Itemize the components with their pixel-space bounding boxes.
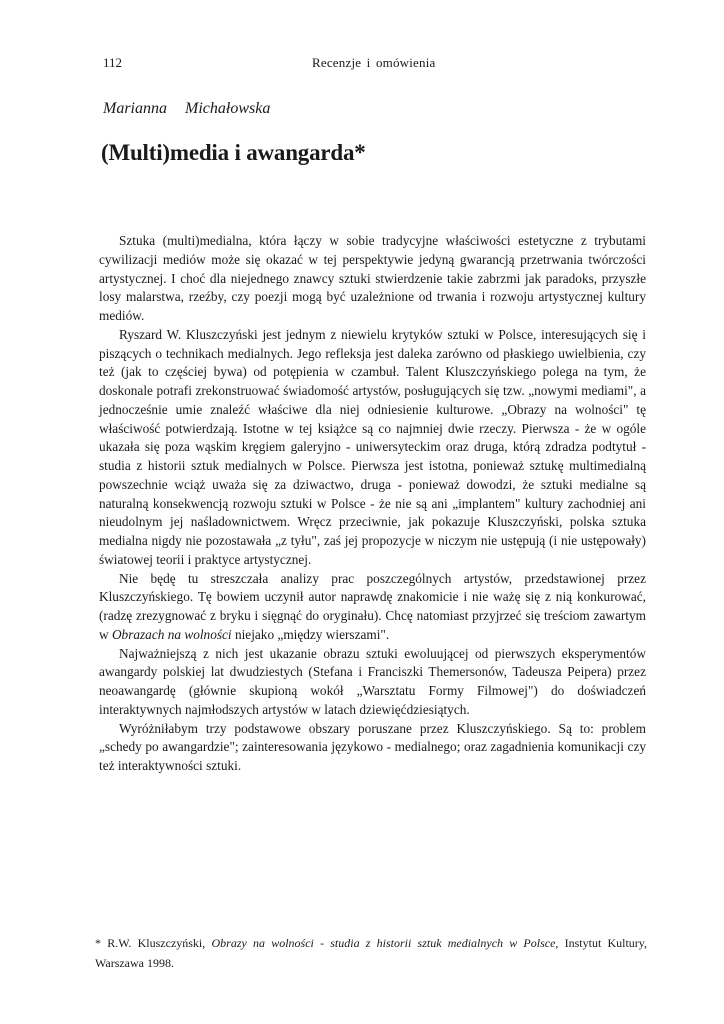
footnote bbox=[95, 933, 647, 973]
paragraph-5: Wyróżniłabym trzy podstawowe obszary poruszane przez Kluszczyńskiego. Są to: problem „schedy po awangardzie"; zainteresowania językowo - medialnego; oraz zagadnienia komunikacji czy też interaktywności sztuki. bbox=[99, 720, 646, 773]
page-number: 112 bbox=[103, 55, 123, 70]
footnote-marker: * R.W. Kluszczyński, bbox=[95, 936, 206, 950]
book-title-italic: Obrazach na wolności bbox=[111, 626, 232, 642]
author-name: Marianna Michałowska bbox=[103, 100, 271, 117]
running-head: Recenzje i omówienia bbox=[312, 55, 436, 70]
paragraph-4: Najważniejszą z nich jest ukazanie obrazu sztuki ewoluującej od pierwszych eksperymentów awangardy polskiej lat dwudziestych (Stefana i Franciszki Themersonów, Tadeusza Peipera) przez neoawangardę (głównie skupioną wokół „Warsztatu Formy Filmowej") do doświadczeń interaktywnych najmłodszych artystów w latach dziewięćdziesiątych. bbox=[99, 645, 646, 717]
paragraph-2: Ryszard W. Kluszczyński jest jednym z niewielu krytyków sztuki w Polsce, interesujących się i piszących o technikach medialnych. Jego refleksja jest daleka zarówno od płaskiego uwielbienia, czy też (jak to częściej bywa) od potępienia w czambuł. Talent Kluszczyńskiego polega na tym, że doskonale potrafi zrekonstruować świadomość artystów, posługujących się tzw. „nowymi mediami", a jednocześnie umie znaleźć właściwe dla niej odniesienie kulturowe. „Obrazy na wolności" tę właściwość potwierdzają. Istotne w tej książce są co najmniej dwie rzeczy. Pierwsza - że w ogóle ukazała się poza wąskim kręgiem galeryjno - uniwersyteckim oraz druga, którą zdradza podtytuł - studia z historii sztuk medialnych w Polsce. Pierwsza jest istotna, ponieważ sztukę multimedialną powszechnie wciąż uważa się za dziwactwo, druga - ponieważ dowodzi, że sztuki medialne są naturalną konsekwencją rozwoju sztuki w Polsce - że nie są ani „implantem" kultury zachodniej ani nieudolnym jej naśladownictwem. Wręcz przeciwnie, jak pokazuje Kluszczyński, polska sztuka medialna nigdy nie pozostawała „z tyłu", zaś jej propozycje w niczym nie ustępują (i nie ustępowały) światowej teorii i praktyce artystycznej. bbox=[99, 326, 646, 567]
footnote-publisher: Instytut Kultury, Warszawa 1998. bbox=[95, 936, 648, 970]
article-body bbox=[99, 232, 646, 776]
paragraph-1: Sztuka (multi)medialna, która łączy w sobie tradycyjne właściwości estetyczne z trybutami cywilizacji mediów może się okazać w tej perspektywie jedyną gwarancją przetrwania twórczości artystycznej. I choć dla niejednego znawcy sztuki stwierdzenie takie zabrzmi jak paradoks, przyszłe losy malarstwa, rzeźby, czy poezji mogą być uzależnione od trwania i rozwoju artystycznej kultury mediów. bbox=[99, 233, 646, 323]
paragraph-3: Nie będę tu streszczała analizy prac poszczególnych artystów, przedstawionej przez Kluszczyńskiego. Tę bowiem uczynił autor naprawdę znakomicie i nie ważę się z nią konkurować, (radzę zrezygnować z bryku i sięgnąć do oryginału). Chcę natomiast przyjrzeć się treściom zawartym w Obrazach na wolności niejako „między wierszami". bbox=[99, 570, 646, 642]
article-title: (Multi)media i awangarda* bbox=[101, 140, 366, 165]
footnote-book-title: Obrazy na wolności - studia z historii sztuk medialnych w Polsce, bbox=[211, 936, 559, 950]
